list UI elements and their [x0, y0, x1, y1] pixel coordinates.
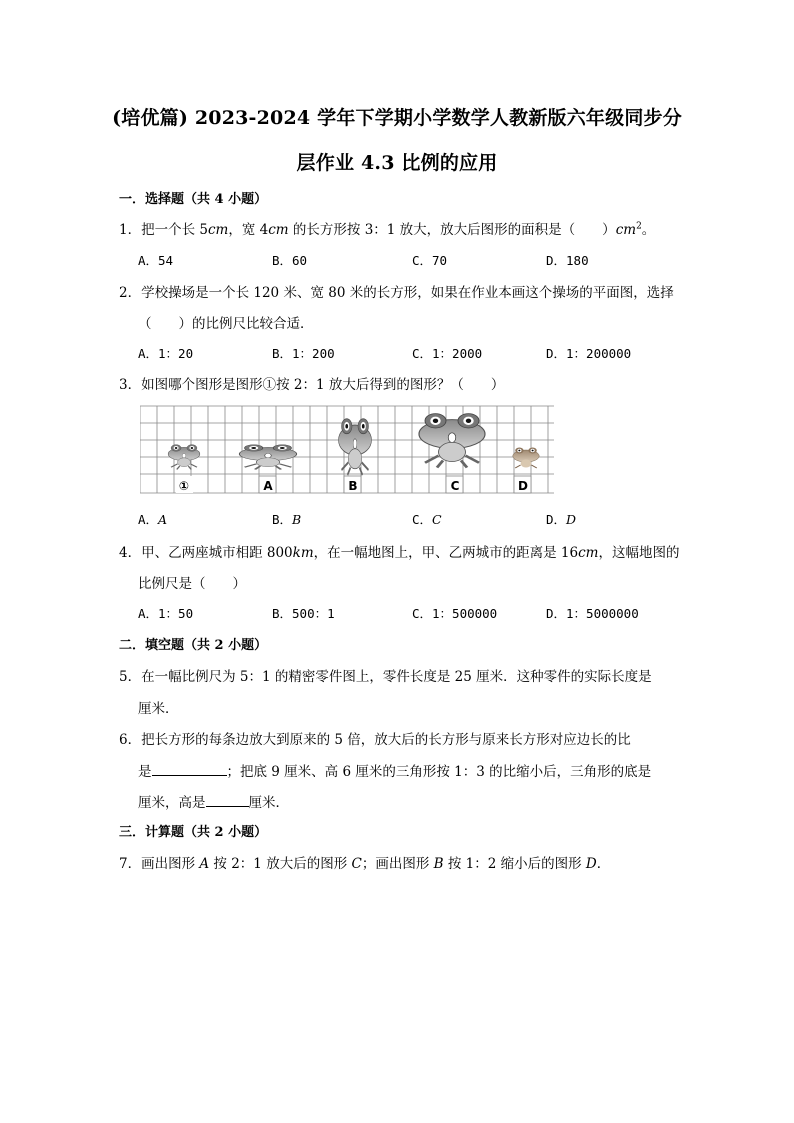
question-5-line2: 厘米．	[138, 701, 179, 717]
answer-blank-ratio[interactable]	[152, 761, 227, 776]
figure-label-a: A	[263, 479, 273, 493]
question-4-line1: 4．甲、乙两座城市相距 800km，在一幅地图上，甲、乙两城市的距离是 16cm，这幅地图的	[119, 545, 680, 561]
option-a[interactable]: A．54	[138, 253, 174, 268]
question-4-line2: 比例尺是（ ）	[138, 576, 246, 592]
question-2-line1: 2．学校操场是一个长 120 米、宽 80 米的长方形，如果在作业本画这个操场的平面图，选择	[119, 285, 674, 301]
question-2-line2: （ ）的比例尺比较合适．	[138, 316, 314, 332]
section-heading-fill: 二．填空题（共 2 小题）	[119, 638, 268, 653]
answer-blank-height[interactable]	[206, 792, 249, 807]
section-heading-calc: 三．计算题（共 2 小题）	[119, 825, 268, 840]
question-6-line1: 6．把长方形的每条边放大到原来的 5 倍，放大后的长方形与原来长方形对应边长的比	[119, 732, 631, 748]
option-a[interactable]: A．1：20	[138, 346, 194, 361]
option-c[interactable]: C．C	[412, 512, 442, 527]
option-d[interactable]: D．D	[546, 512, 577, 527]
option-c[interactable]: C．70	[412, 253, 448, 268]
question-7: 7．画出图形 A 按 2：1 放大后的图形 C；画出图形 B 按 1：2 缩小后的图形 D．	[119, 856, 611, 872]
option-d[interactable]: D．1：5000000	[546, 606, 639, 621]
option-b[interactable]: B．60	[272, 253, 308, 268]
frog-grid-figure	[140, 404, 554, 496]
frog-figure-b	[339, 419, 372, 475]
question-6-line2: 是 ；把底 9 厘米、高 6 厘米的三角形按 1：3 的比缩小后，三角形的底是	[138, 760, 651, 780]
figure-label-d: D	[518, 479, 528, 493]
option-d[interactable]: D．1：200000	[546, 346, 632, 361]
section-heading-choice: 一．选择题（共 4 小题）	[119, 192, 268, 207]
figure-label-c: C	[450, 479, 460, 493]
frog-figure-1	[168, 445, 200, 470]
option-b[interactable]: B．B	[272, 512, 302, 527]
figure-label-b: B	[348, 479, 358, 493]
option-c[interactable]: C．1：2000	[412, 346, 483, 361]
page-title-line2: 层作业 4.3 比例的应用	[296, 152, 498, 174]
option-d[interactable]: D．180	[546, 253, 589, 268]
option-a[interactable]: A．A	[138, 512, 168, 527]
option-c[interactable]: C．1：500000	[412, 606, 498, 621]
page-title-line1: (培优篇) 2023-2024 学年下学期小学数学人教新版六年级同步分	[112, 107, 682, 129]
question-6-line3: 厘米，高是 厘米．	[138, 791, 289, 811]
option-a[interactable]: A．1：50	[138, 606, 194, 621]
frog-figure-c	[419, 414, 485, 468]
question-3: 3．如图哪个图形是图形①按 2：1 放大后得到的图形？（ ）	[119, 377, 505, 393]
figure-label-1: ①	[178, 479, 190, 493]
question-1: 1．把一个长 5cm，宽 4cm 的长方形按 3：1 放大，放大后图形的面积是（ ）$cm^2$。	[119, 221, 656, 238]
frog-figure-a	[239, 445, 296, 470]
option-b[interactable]: B．1：200	[272, 346, 335, 361]
frog-figure-d	[513, 448, 539, 469]
option-b[interactable]: B．500：1	[272, 606, 335, 621]
question-5-line1: 5．在一幅比例尺为 5：1 的精密零件图上，零件长度是 25 厘米．这种零件的实际长度是	[119, 669, 652, 685]
